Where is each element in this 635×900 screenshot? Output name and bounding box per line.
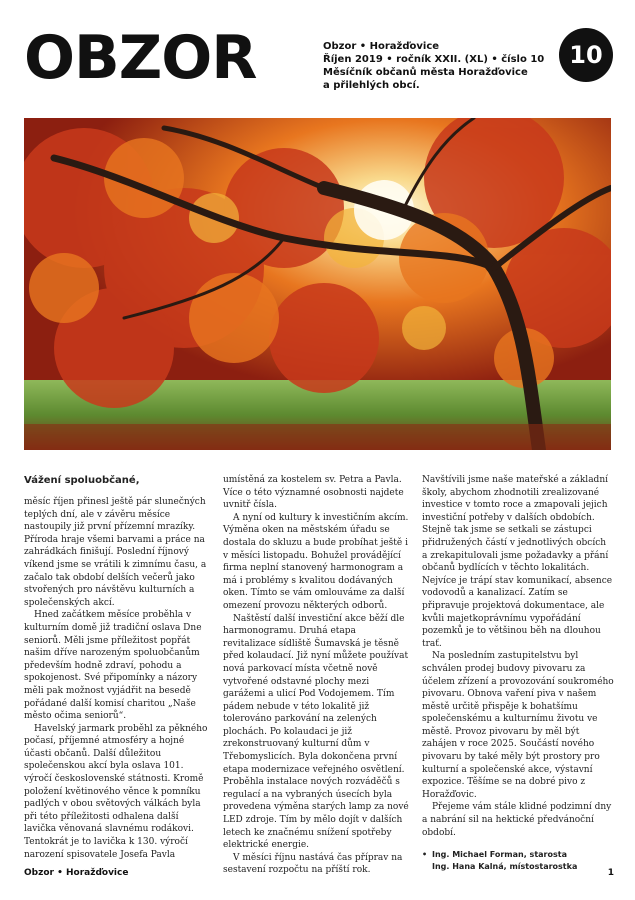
footer-publication: Obzor • Horažďovice [24,868,129,878]
paragraph: Navštívili jsme naše mateřské a základní školy, abychom zhodnotili zrealizované investice v tomto roce a zmapovali jejich investiční potřeby v dalších obdobích. Stejně tak jsme se setkali se zástupci přidružených částí v jednotlivých obcích a zrekapitulovali jsme požadavky a přání občanů bydlících v těchto lokalitách. Nejvíce je trápí stav komunikací, absence vodovodů a kanalizací. Zatím se připravuje projektová dokumentace, ale kvůli majetkoprávnímu vypořádání pozemků je to většinou běh na dlouhou trať. [422,475,613,649]
publication-subtitle: Měsíčník občanů města Horažďovice [323,67,528,78]
paragraph: Přejeme vám stále klidné podzimní dny a nabrání sil na hektické předvánoční období. [422,802,612,838]
paragraph: Hned začátkem měsíce proběhla v kulturním domě již tradiční oslava Dne seniorů. Měli jsme příležitost popřát našim dříve narozeným spoluobčanům především hodně zdraví, pohodu a spokojenost. Své připomínky a názory měli pak možnost vyjádřit na besedě pořádané další komisí charitou „Naše město očima seniorů“. [24,610,202,722]
issue-date: Říjen 2019 • ročník XXII. (XL) • číslo 10 [323,54,545,65]
publication-name: Obzor • Horažďovice [323,41,440,52]
autumn-tree-image [24,118,611,450]
page-number: 1 [607,868,614,878]
paragraph: umístěná za kostelem sv. Petra a Pavla. Více o této významné osobnosti najdete uvnitř čísla. [223,475,404,511]
publication-subtitle-2: a přilehlých obcí. [323,80,420,91]
issue-number-badge: 10 [559,28,613,82]
article-column-1 [24,474,210,861]
logo: OBZOR [24,23,257,93]
page-footer [24,868,614,882]
paragraph: měsíc říjen přinesl ještě pár slunečných teplých dní, ale v závěru měsíce nastoupily již první přízemní mrazíky. Příroda hraje všemi barvami a práce na zahrádkách finišují. Poslední říjnový víkend jsme se vrátili k zimnímu času, a začalo tak období delších večerů jako stvořených pro návštěvu kulturních a společenských akcí. [24,497,207,608]
paragraph: A nyní od kultury k investičním akcím. Výměna oken na městském úřadu se dostala do skluzu a bude probíhat ještě i v měsíci listopadu. Bohužel provádějící firma neplní stanovený harmonogram a má i problémy s kvalitou dodávaných oken. Tímto se vám omlouváme za další omezení provozu některých odborů. [223,512,409,611]
hero-photo [24,118,611,450]
signature-deputy: Ing. Hana Kalná, místostarostka [432,862,578,872]
article-greeting: Vážení spoluobčané, [24,475,140,486]
bullet-icon: • [422,850,428,860]
paragraph: V měsíci říjnu nastává čas příprav na sestavení rozpočtu na příští rok. [223,852,403,876]
paragraph: Havelský jarmark proběhl za pěkného počasí, příjemné atmosféry a hojné účasti občanů. Další důležitou společenskou akcí byla oslava 101. výročí československé státnosti. Kromě položení květinového věnce k pomníku padlých v obou světových válkách byla při této příležitosti odhalena další lavička věnovaná slavnému rodákovi. Tentokrát je to lavička k 130. výročí narození spisovatele Josefa Pavla [24,723,208,860]
article-column-3 [422,474,614,873]
masthead [24,24,614,94]
paragraph: Naštěstí další investiční akce běží dle harmonogramu. Druhá etapa revitalizace sídliště Šumavská je těsně před kolaudací. Již nyní můžete používat nová parkovací místa včetně nově vytvořené odstavné plochy mezi garážemi a ulicí Pod Vodojemem. Tím pádem nebude v této lokalitě již tolerováno parkování na zelených plochách. Po kolaudaci je již zrekonstruovaný kulturní dům v Třebomyslicích. Byla dokončena první etapa modernizace veřejného osvětlení. Proběhla instalace nových rozváděčů s regulací a na vybraných úsecích byla provedena výměna starých lamp za nové LED zdroje. Tím by mělo dojít v dalších letech ke značnému snížení spotřeby elektrické energie. [223,613,409,851]
paragraph: Na posledním zastupitelstvu byl schválen prodej budovy pivovaru za účelem zřízení a provozování soukromého pivovaru. Obnova vaření piva v našem městě určitě přispěje k bohatšímu společenskému a kulturnímu životu ve městě. Provoz pivovaru by měl být zahájen v roce 2025. Součástí nového pivovaru by také měly být prostory pro kulturní a společenské akce, výstavní expozice. Těšíme se na dobré pivo z Horažďovic. [422,651,614,800]
masthead-info [323,40,545,92]
signature-mayor: • Ing. Michael Forman, starosta [422,850,567,860]
article-column-2 [223,474,409,877]
